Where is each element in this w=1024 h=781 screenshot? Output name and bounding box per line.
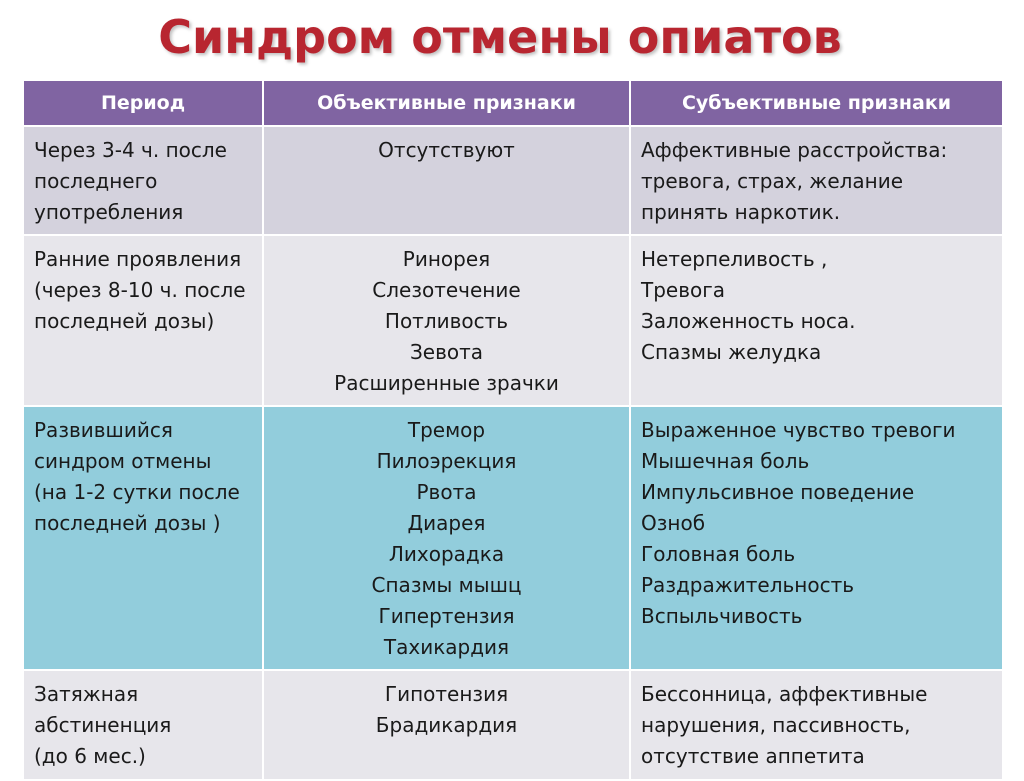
subjective-cell (630, 670, 1003, 780)
cell-line: Расширенные зрачки (334, 371, 559, 395)
cell-line: Тахикардия (383, 635, 510, 659)
header-objective: Объективные признаки (263, 80, 630, 126)
cell-line: Ранние проявления (34, 247, 242, 271)
cell-line: Озноб (641, 511, 706, 535)
cell-line: Развившийся (34, 418, 173, 442)
cell-line: Головная боль (641, 542, 796, 566)
cell-line: Отсутствуют (378, 138, 515, 162)
objective-cell (263, 670, 630, 780)
cell-line: Выраженное чувство тревоги (641, 418, 956, 442)
cell-line: принять наркотик. (641, 200, 841, 224)
header-period: Период (23, 80, 263, 126)
table-row (23, 235, 1003, 406)
cell-line: (до 6 мес.) (34, 744, 146, 768)
cell-line: синдром отмены (34, 449, 212, 473)
cell-line: последней дозы) (34, 309, 215, 333)
cell-line: Раздражительность (641, 573, 855, 597)
subjective-cell (630, 235, 1003, 406)
cell-line: Нетерпеливость , (641, 247, 828, 271)
withdrawal-table (22, 79, 1004, 781)
period-cell (23, 406, 263, 670)
cell-line: Затяжная (34, 682, 139, 706)
page-title: Синдром отмены опиатов (158, 10, 842, 64)
table-row (23, 406, 1003, 670)
cell-line: абстиненция (34, 713, 172, 737)
cell-line: Вспыльчивость (641, 604, 803, 628)
cell-line: Тревога (641, 278, 726, 302)
cell-line: Импульсивное поведение (641, 480, 915, 504)
cell-line: Спазмы мышц (371, 573, 522, 597)
cell-line: Ринорея (402, 247, 491, 271)
cell-line: Гипертензия (378, 604, 515, 628)
cell-line: нарушения, пассивность, (641, 713, 911, 737)
cell-line: употребления (34, 200, 184, 224)
cell-line: Пилоэрекция (376, 449, 517, 473)
objective-cell (263, 406, 630, 670)
cell-line: Гипотензия (384, 682, 509, 706)
subjective-cell (630, 406, 1003, 670)
cell-line: Спазмы желудка (641, 340, 822, 364)
cell-line: Брадикардия (375, 713, 518, 737)
cell-line: последнего (34, 169, 158, 193)
cell-line: Бессонница, аффективные (641, 682, 928, 706)
cell-line: Рвота (416, 480, 477, 504)
cell-line: Заложенность носа. (641, 309, 856, 333)
period-cell (23, 126, 263, 235)
cell-line: Лихорадка (388, 542, 505, 566)
table-row (23, 126, 1003, 235)
cell-line: Аффективные расстройства: (641, 138, 948, 162)
period-cell (23, 235, 263, 406)
period-cell (23, 670, 263, 780)
objective-cell (263, 126, 630, 235)
cell-line: Мышечная боль (641, 449, 810, 473)
cell-line: Тремор (407, 418, 486, 442)
cell-line: Потливость (384, 309, 509, 333)
cell-line: Через 3-4 ч. после (34, 138, 227, 162)
cell-line: Зевота (409, 340, 484, 364)
subjective-cell (630, 126, 1003, 235)
cell-line: тревога, страх, желание (641, 169, 904, 193)
cell-line: (через 8-10 ч. после (34, 278, 246, 302)
cell-line: отсутствие аппетита (641, 744, 865, 768)
table-row (23, 670, 1003, 780)
table-header-row (23, 80, 1003, 126)
header-subjective: Субъективные признаки (630, 80, 1003, 126)
cell-line: (на 1-2 сутки после (34, 480, 240, 504)
cell-line: Слезотечение (372, 278, 521, 302)
objective-cell (263, 235, 630, 406)
cell-line: последней дозы ) (34, 511, 221, 535)
cell-line: Диарея (407, 511, 486, 535)
